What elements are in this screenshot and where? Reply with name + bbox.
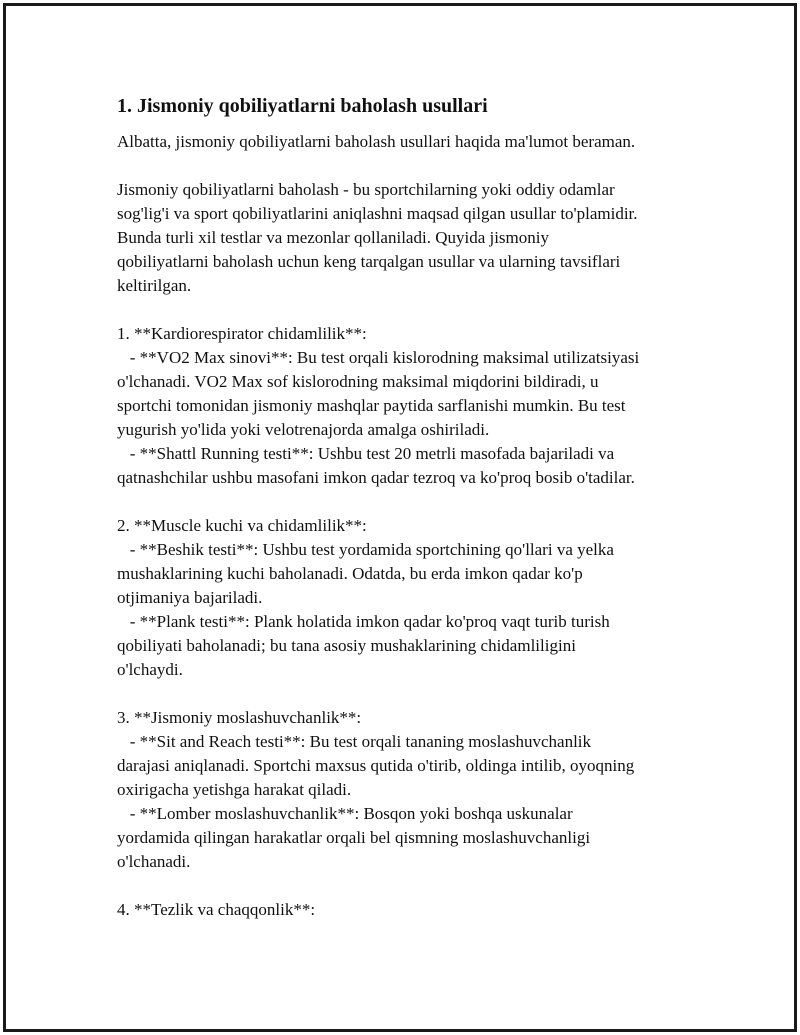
text-line: - **Beshik testi**: Ushbu test yordamida sportchining qo'llari va yelka bbox=[117, 540, 614, 559]
text-line: 1. **Kardiorespirator chidamlilik**: bbox=[117, 324, 367, 343]
blank-line bbox=[117, 298, 697, 322]
text-line: 2. **Muscle kuchi va chidamlilik**: bbox=[117, 516, 367, 535]
document-text bbox=[117, 130, 697, 922]
text-line: o'lchanadi. VO2 Max sof kislorodning maksimal miqdorini bildiradi, u bbox=[117, 372, 599, 391]
text-line: Jismoniy qobiliyatlarni baholash - bu sportchilarning yoki oddiy odamlar bbox=[117, 180, 615, 199]
text-line: oxirigacha yetishga harakat qiladi. bbox=[117, 780, 352, 799]
document-body bbox=[117, 92, 697, 922]
text-line: Albatta, jismoniy qobiliyatlarni baholash usullari haqida ma'lumot beraman. bbox=[117, 132, 636, 151]
text-line: mushaklarining kuchi baholanadi. Odatda, bu erda imkon qadar ko'p bbox=[117, 564, 583, 583]
text-line: keltirilgan. bbox=[117, 276, 192, 295]
text-line: otjimaniya bajariladi. bbox=[117, 588, 263, 607]
text-line: qobiliyatlarni baholash uchun keng tarqalgan usullar va ularning tavsiflari bbox=[117, 252, 621, 271]
blank-line bbox=[117, 874, 697, 898]
blank-line bbox=[117, 154, 697, 178]
text-line: Bunda turli xil testlar va mezonlar qollaniladi. Quyida jismoniy bbox=[117, 228, 549, 247]
text-line: - **Lomber moslashuvchanlik**: Bosqon yoki boshqa uskunalar bbox=[117, 804, 573, 823]
text-line: sog'lig'i va sport qobiliyatlarini aniqlashni maqsad qilgan usullar to'plamidir. bbox=[117, 204, 638, 223]
text-line: qatnashchilar ushbu masofani imkon qadar tezroq va ko'proq bosib o'tadilar. bbox=[117, 468, 635, 487]
text-line: sportchi tomonidan jismoniy mashqlar paytida sarflanishi mumkin. Bu test bbox=[117, 396, 626, 415]
text-line: - **VO2 Max sinovi**: Bu test orqali kislorodning maksimal utilizatsiyasi bbox=[117, 348, 640, 367]
blank-line bbox=[117, 682, 697, 706]
text-line: - **Shattl Running testi**: Ushbu test 20 metrli masofada bajariladi va bbox=[117, 444, 615, 463]
blank-line bbox=[117, 490, 697, 514]
text-line: 3. **Jismoniy moslashuvchanlik**: bbox=[117, 708, 362, 727]
text-line: o'lchanadi. bbox=[117, 852, 191, 871]
text-line: yugurish yo'lida yoki velotrenajorda amalga oshiriladi. bbox=[117, 420, 490, 439]
text-line: - **Plank testi**: Plank holatida imkon qadar ko'proq vaqt turib turish bbox=[117, 612, 610, 631]
text-line: qobiliyati baholanadi; bu tana asosiy mushaklarining chidamliligini bbox=[117, 636, 576, 655]
text-line: yordamida qilingan harakatlar orqali bel qismning moslashuvchanligi bbox=[117, 828, 591, 847]
text-line: - **Sit and Reach testi**: Bu test orqali tananing moslashuvchanlik bbox=[117, 732, 592, 751]
text-line: 4. **Tezlik va chaqqonlik**: bbox=[117, 900, 316, 919]
text-line: o'lchaydi. bbox=[117, 660, 183, 679]
document-title: 1. Jismoniy qobiliyatlarni baholash usullari bbox=[117, 95, 488, 117]
text-line: darajasi aniqlanadi. Sportchi maxsus qutida o'tirib, oldinga intilib, oyoqning bbox=[117, 756, 635, 775]
